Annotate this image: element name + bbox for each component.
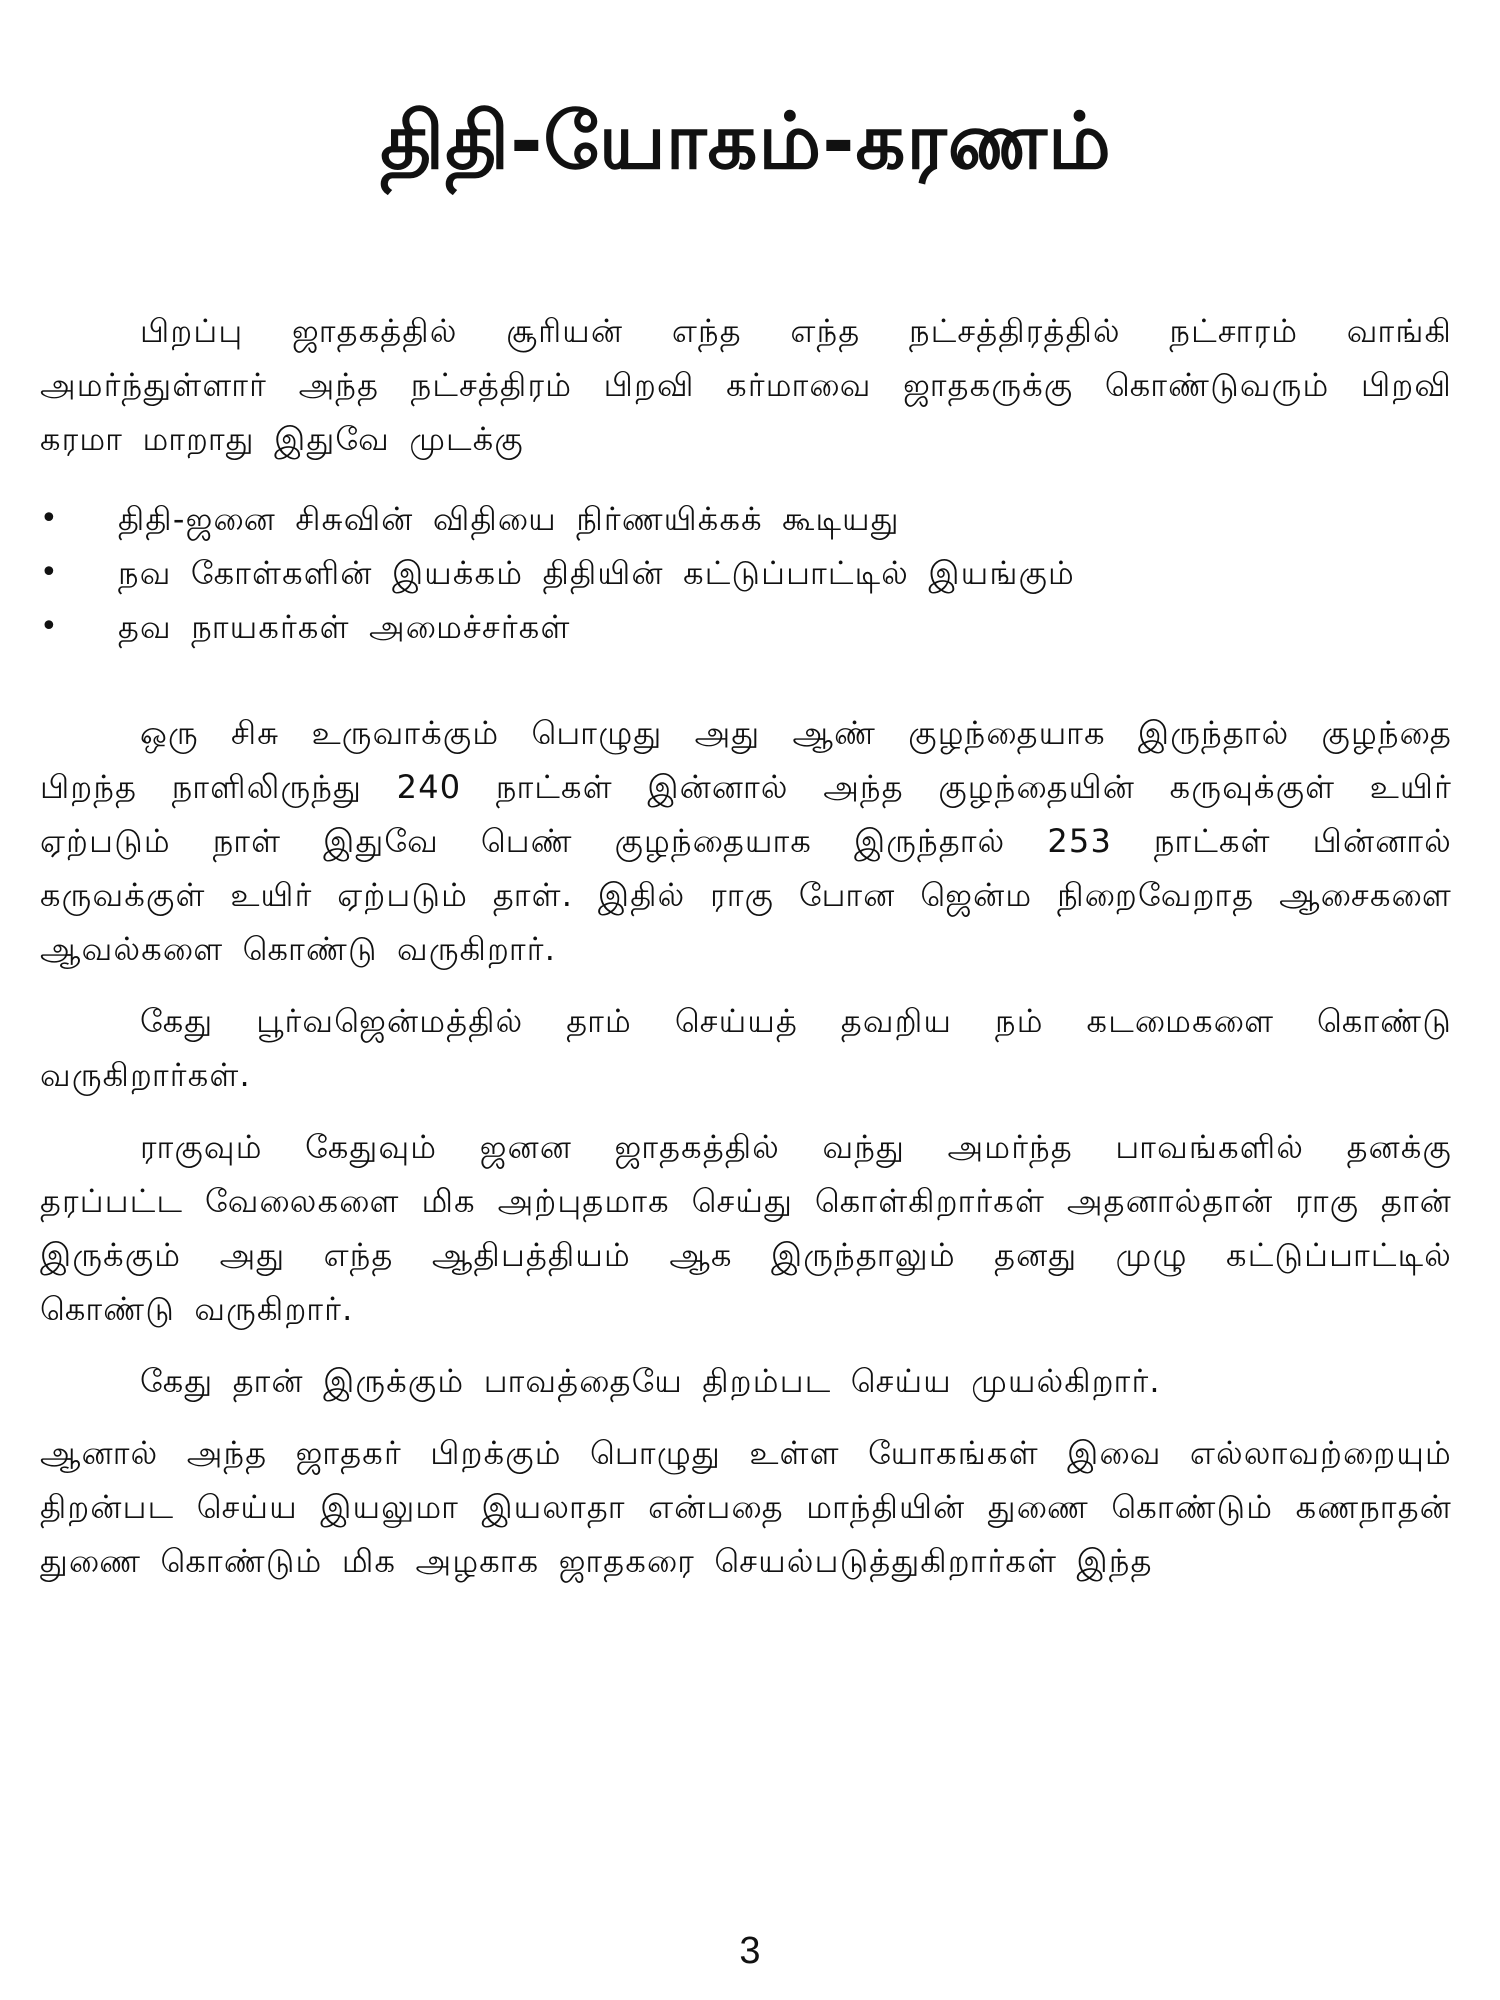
paragraph-2: ஒரு சிசு உருவாக்கும் பொழுது அது ஆண் குழந்தையாக இருந்தால் குழந்தை பிறந்த நாளிலிருந்து 240 நாட்கள் இன்னால் அந்த குழந்தையின் கருவுக்குள் உயிர் ஏற்படும் நாள் இதுவே பெண் குழந்தையாக இருந்தால் 253 நாட்கள் பின்னால் கருவக்குள் உயிர் ஏற்படும் தாள். இதில் ராகு போன ஜென்ம நிறைவேறாத ஆசைகளை ஆவல்களை கொண்டு வருகிறார். (40, 713, 1452, 968)
bullet-item (40, 492, 1452, 546)
paragraph-5: கேது தான் இருக்கும் பாவத்தையே திறம்பட செய்ய முயல்கிறார். (140, 1361, 1161, 1400)
bullet-icon: • (40, 608, 59, 644)
paragraph-6: ஆனால் அந்த ஜாதகர் பிறக்கும் பொழுது உள்ள யோகங்கள் இவை எல்லாவற்றையும் திறன்பட செய்ய இயலுமா இயலாதா என்பதை மாந்தியின் துணை கொண்டும் கணநாதன் துணை கொண்டும் மிக அழகாக ஜாதகரை செயல்படுத்துகிறார்கள் இந்த (40, 1433, 1452, 1580)
bullet-text: திதி-ஜனை சிசுவின் விதியை நிர்ணயிக்கக் கூடியது (118, 499, 900, 538)
paragraph-4: ராகுவும் கேதுவும் ஜனன ஜாதகத்தில் வந்து அமர்ந்த பாவங்களில் தனக்கு தரப்பட்ட வேலைகளை மிக அற்புதமாக செய்து கொள்கிறார்கள் அதனால்தான் ராகு தான் இருக்கும் அது எந்த ஆதிபத்தியம் ஆக இருந்தாலும் தனது முழு கட்டுப்பாட்டில் கொண்டு வருகிறார். (40, 1127, 1452, 1328)
body-text (40, 304, 1452, 1588)
paragraph-3: கேது பூர்வஜென்மத்தில் தாம் செய்யத் தவறிய நம் கடமைகளை கொண்டு வருகிறார்கள். (40, 1001, 1452, 1094)
bullet-icon: • (40, 500, 59, 536)
bullet-list (40, 492, 1452, 654)
bullet-text: தவ நாயகர்கள் அமைச்சர்கள் (118, 607, 571, 646)
page-title: திதி-யோகம்-கரணம் (380, 97, 1112, 187)
bullet-item (40, 546, 1452, 600)
page-number: 3 (739, 1930, 761, 1972)
bullet-text: நவ கோள்களின் இயக்கம் திதியின் கட்டுப்பாட்டில் இயங்கும் (118, 553, 1075, 592)
bullet-item (40, 600, 1452, 654)
paragraph-1: பிறப்பு ஜாதகத்தில் சூரியன் எந்த எந்த நட்சத்திரத்தில் நட்சாரம் வாங்கி அமர்ந்துள்ளார் அந்த நட்சத்திரம் பிறவி கர்மாவை ஜாதகருக்கு கொண்டுவரும் பிறவி கரமா மாறாது இதுவே முடக்கு (40, 311, 1452, 458)
bullet-icon: • (40, 554, 59, 590)
